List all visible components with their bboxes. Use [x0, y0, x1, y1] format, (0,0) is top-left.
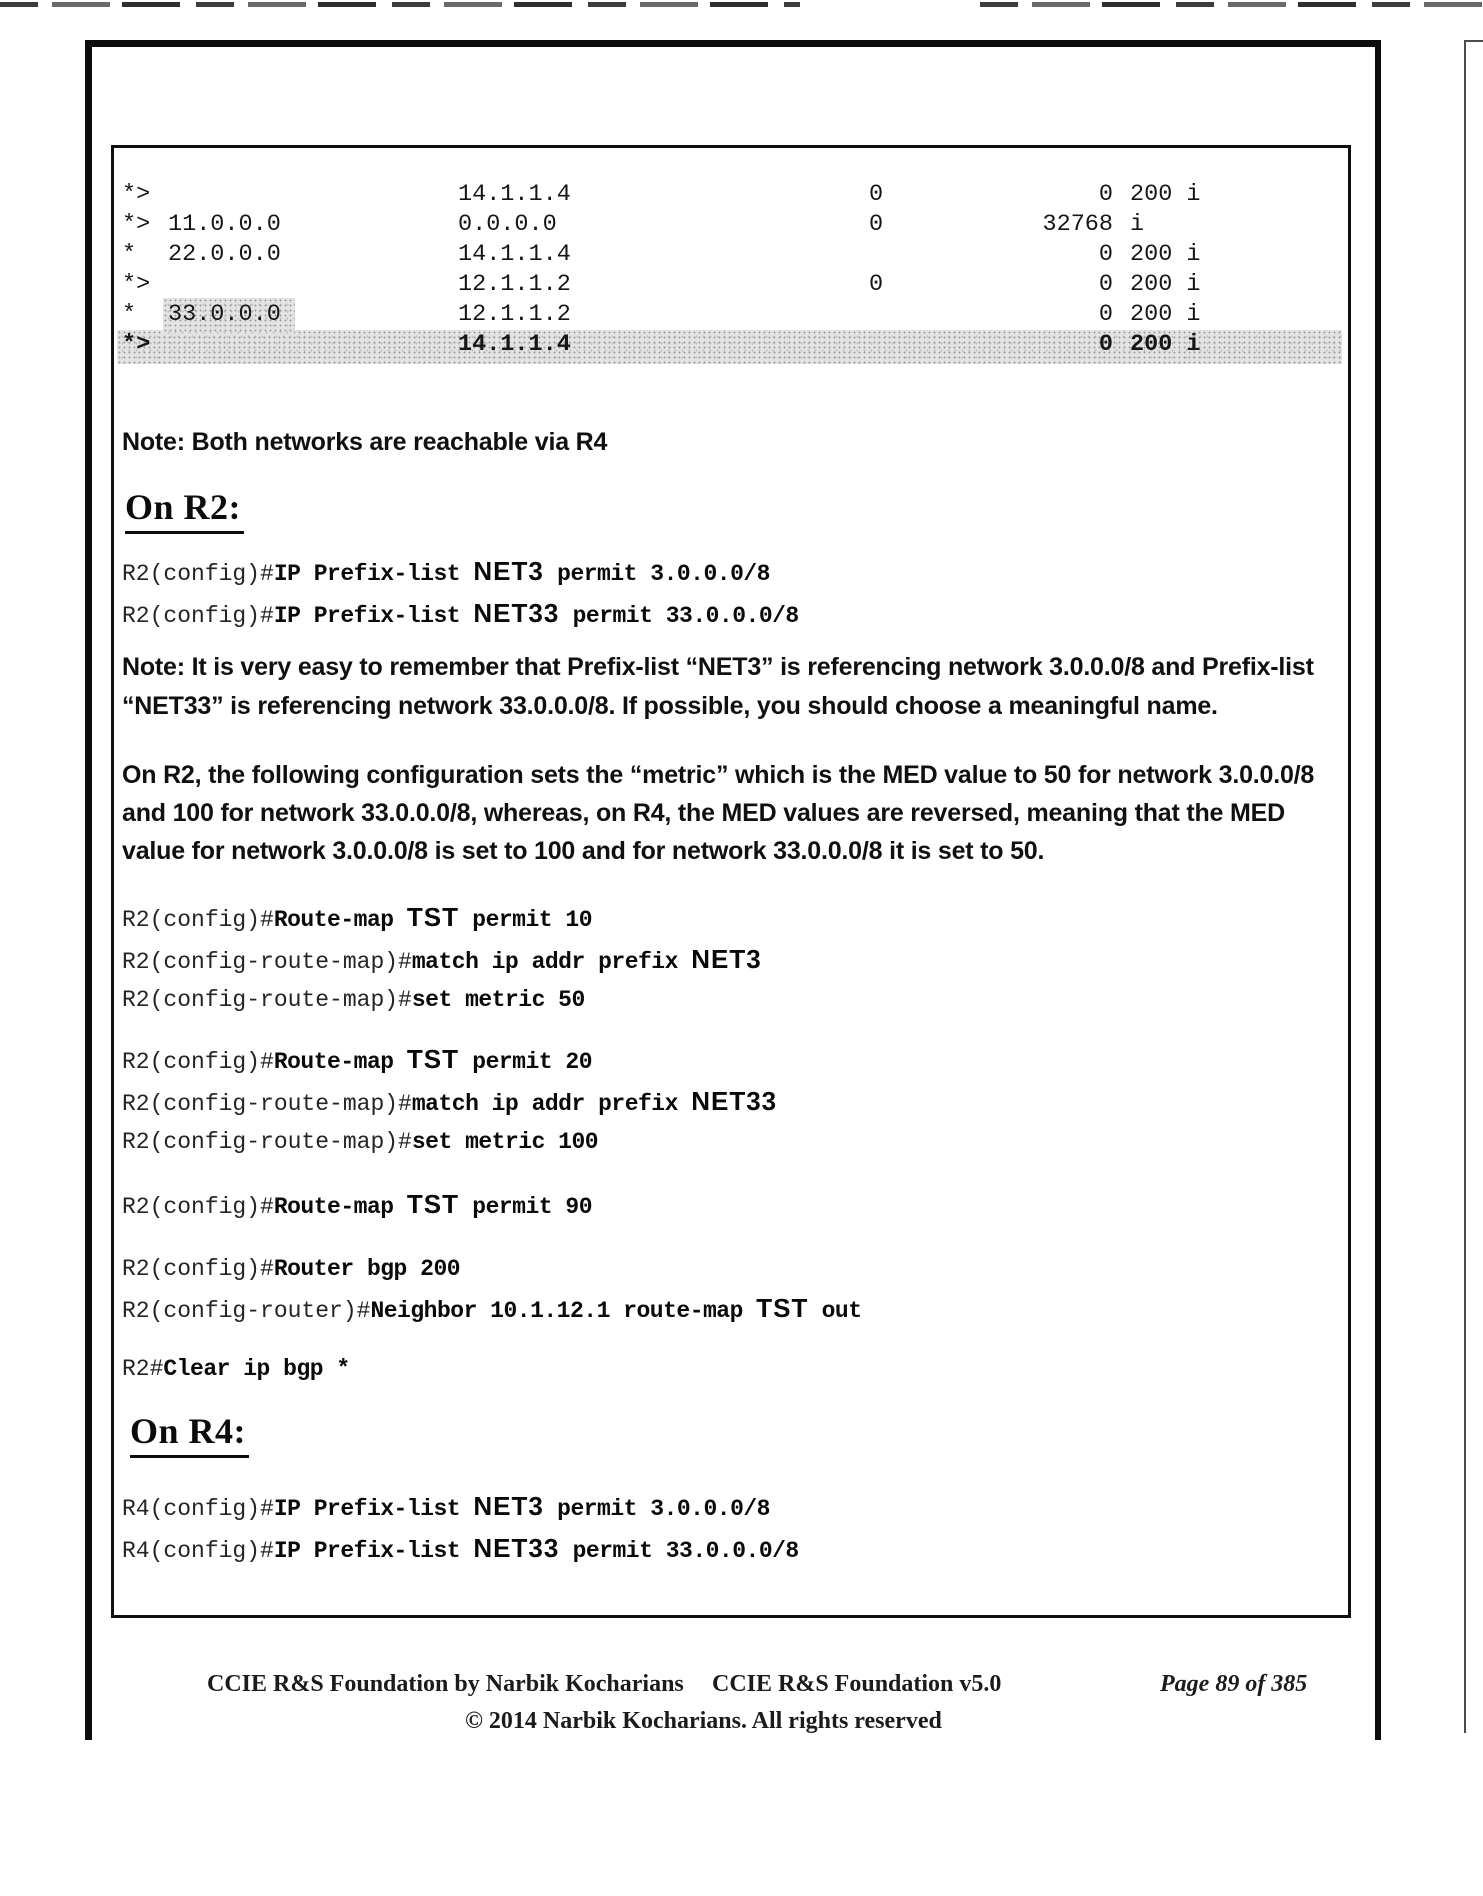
note-naming-line: “NET33” is referencing network 33.0.0.0/8. If possible, you should choose a meaningful name. — [122, 692, 1218, 720]
note-med-line: and 100 for network 33.0.0.0/8, whereas, on R4, the MED values are reversed, meaning that the MED — [122, 799, 1285, 827]
bgp-table-row-highlighted — [117, 330, 1342, 364]
bgp-weight: 0 — [1098, 181, 1113, 208]
code-block-r2-prefix-lists — [122, 552, 799, 635]
cli-keyword: NET3 — [473, 556, 544, 586]
bgp-metric: 0 — [869, 181, 884, 208]
bgp-weight: 0 — [1098, 271, 1113, 298]
section-r2 — [125, 486, 244, 534]
cli-command: match ip addr prefix — [411, 1090, 692, 1117]
scan-artifact-right-edge-line — [1464, 40, 1466, 1733]
cli-keyword: NET3 — [691, 943, 762, 974]
cli-keyword: TST — [406, 1044, 459, 1074]
scan-artifact-top-dashed-line — [0, 2, 1483, 7]
bgp-status-marker: *> — [122, 181, 151, 208]
section-heading-on-r2: On R2: — [125, 486, 244, 534]
cli-prompt: R2(config-route-map)# — [122, 948, 412, 975]
cli-command: set metric 100 — [411, 1129, 599, 1155]
bgp-network: 22.0.0.0 — [168, 241, 281, 268]
code-line — [122, 1350, 350, 1389]
footer-version: CCIE R&S Foundation v5.0 — [712, 1671, 1002, 1697]
bgp-path: 200 i — [1130, 271, 1201, 298]
cli-prompt: R2(config)# — [122, 1194, 274, 1220]
cli-keyword: NET33 — [473, 1532, 560, 1563]
code-line — [122, 594, 799, 636]
bgp-table-row — [117, 270, 1342, 300]
cli-command: IP Prefix-list — [273, 602, 474, 629]
note-both-networks: Note: Both networks are reachable via R4 — [122, 428, 608, 456]
cli-command: set metric 50 — [411, 987, 585, 1013]
footer-book-title: CCIE R&S Foundation by Narbik Kocharians — [207, 1671, 684, 1697]
code-line — [122, 940, 762, 982]
bgp-network — [168, 270, 458, 300]
scan-artifact-right-edge-tick — [1464, 40, 1483, 42]
cli-keyword: NET33 — [691, 1085, 778, 1116]
code-block-route-map-20 — [122, 1040, 777, 1162]
code-block-r4-prefix-lists — [122, 1487, 799, 1570]
bgp-network: 11.0.0.0 — [168, 211, 281, 238]
code-block-router-bgp — [122, 1250, 862, 1331]
bgp-weight: 0 — [1098, 331, 1113, 358]
bgp-next-hop: 14.1.1.4 — [458, 181, 571, 208]
bgp-status-marker: * — [122, 301, 137, 328]
code-block-clear-bgp — [122, 1350, 350, 1389]
highlight-chip: 33.0.0.0 — [163, 298, 295, 334]
cli-prompt: R2(config)# — [122, 1256, 274, 1282]
cli-command: permit 33.0.0.0/8 — [559, 602, 799, 629]
cli-command: permit 3.0.0.0/8 — [543, 561, 770, 587]
bgp-weight: 0 — [1098, 241, 1113, 268]
footer-copyright: © 2014 Narbik Kocharians. All rights reserved — [465, 1708, 942, 1734]
cli-command: IP Prefix-list — [273, 1496, 474, 1522]
cli-command: Route-map — [273, 1194, 407, 1220]
bgp-next-hop: 0.0.0.0 — [458, 211, 557, 238]
cli-command: Router bgp 200 — [273, 1256, 461, 1282]
bgp-next-hop: 12.1.1.2 — [458, 271, 571, 298]
cli-prompt: R2(config-route-map)# — [122, 1129, 412, 1155]
bgp-path: 200 i — [1130, 301, 1201, 328]
cli-command: match ip addr prefix — [411, 948, 692, 975]
bgp-status-marker: * — [122, 241, 137, 268]
cli-prompt: R4(config)# — [122, 1537, 274, 1564]
cli-prompt: R2(config)# — [122, 1049, 274, 1075]
code-line — [122, 1040, 777, 1082]
note-med-line: value for network 3.0.0.0/8 is set to 100 and for network 33.0.0.0/8 it is set to 50. — [122, 837, 1045, 865]
bgp-path: 200 i — [1130, 181, 1201, 208]
cli-prompt: R2(config-router)# — [122, 1298, 371, 1324]
code-line — [122, 1529, 799, 1571]
bgp-status-marker: *> — [122, 271, 151, 298]
bgp-path: i — [1130, 211, 1145, 238]
code-line — [122, 1289, 862, 1331]
code-line — [122, 552, 799, 594]
code-line — [122, 1250, 862, 1289]
cli-command: Neighbor 10.1.12.1 route-map — [370, 1298, 757, 1324]
scan-artifact-top-gap — [800, 0, 970, 10]
cli-keyword: NET3 — [473, 1491, 544, 1521]
cli-prompt: R4(config)# — [122, 1496, 274, 1522]
cli-command: IP Prefix-list — [273, 561, 474, 587]
bgp-metric: 0 — [869, 271, 884, 298]
section-r4 — [130, 1410, 249, 1458]
code-line — [122, 898, 762, 940]
footer-page-number: Page 89 of 385 — [1160, 1671, 1308, 1697]
cli-prompt: R2(config)# — [122, 561, 274, 587]
cli-prompt: R2(config)# — [122, 602, 274, 629]
bgp-metric — [869, 330, 1029, 364]
cli-prompt: R2# — [122, 1356, 164, 1382]
bgp-metric — [869, 240, 1029, 270]
note-med — [122, 756, 1314, 870]
code-line — [122, 981, 762, 1020]
bgp-metric: 0 — [869, 211, 884, 238]
bgp-table-row-highlight-network — [117, 300, 1342, 330]
code-block-route-map-10 — [122, 898, 762, 1020]
bgp-weight: 0 — [1098, 301, 1113, 328]
cli-prompt: R2(config-route-map)# — [122, 1090, 412, 1117]
cli-keyword: TST — [406, 1189, 459, 1219]
code-line — [122, 1123, 777, 1162]
cli-command: Route-map — [273, 1049, 407, 1075]
cli-command: permit 90 — [458, 1194, 592, 1220]
bgp-table-row — [117, 180, 1342, 210]
bgp-metric — [869, 300, 1029, 334]
code-line — [122, 1487, 799, 1529]
bgp-next-hop: 12.1.1.2 — [458, 301, 571, 328]
bgp-network-highlighted — [168, 300, 458, 334]
cli-command: IP Prefix-list — [273, 1537, 474, 1564]
note-naming-line: Note: It is very easy to remember that Prefix-list “NET3” is referencing network 3.0.0.0/8 and Prefix-list — [122, 653, 1314, 681]
content-box — [111, 145, 1351, 1618]
cli-keyword: NET33 — [473, 597, 560, 628]
note-naming — [122, 648, 1314, 726]
cli-keyword: TST — [756, 1293, 809, 1323]
cli-command: Route-map — [273, 907, 407, 933]
code-line — [122, 1185, 592, 1227]
bgp-next-hop: 14.1.1.4 — [458, 241, 571, 268]
section-heading-on-r4: On R4: — [130, 1410, 249, 1458]
bgp-status-marker: *> — [122, 211, 151, 238]
cli-command: permit 10 — [458, 907, 592, 933]
cli-prompt: R2(config)# — [122, 907, 274, 933]
cli-keyword: TST — [406, 902, 459, 932]
cli-command: Clear ip bgp * — [163, 1356, 350, 1382]
bgp-table — [117, 180, 1342, 364]
bgp-table-row — [117, 240, 1342, 270]
cli-prompt: R2(config-route-map)# — [122, 987, 412, 1013]
note-med-line: On R2, the following configuration sets the “metric” which is the MED value to 50 for network 3.0.0.0/8 — [122, 761, 1315, 789]
bgp-next-hop: 14.1.1.4 — [458, 331, 571, 358]
bgp-weight: 32768 — [1042, 211, 1113, 238]
bgp-table-row — [117, 210, 1342, 240]
cli-command: out — [808, 1298, 862, 1324]
code-line — [122, 1082, 777, 1124]
bgp-network — [168, 180, 458, 210]
bgp-network — [168, 330, 458, 364]
cli-command: permit 33.0.0.0/8 — [559, 1537, 799, 1564]
code-block-route-map-90 — [122, 1185, 592, 1227]
cli-command: permit 20 — [458, 1049, 592, 1075]
cli-command: permit 3.0.0.0/8 — [543, 1496, 770, 1522]
bgp-status-marker: *> — [122, 331, 151, 358]
bgp-path: 200 i — [1130, 241, 1201, 268]
bgp-path: 200 i — [1130, 331, 1201, 358]
